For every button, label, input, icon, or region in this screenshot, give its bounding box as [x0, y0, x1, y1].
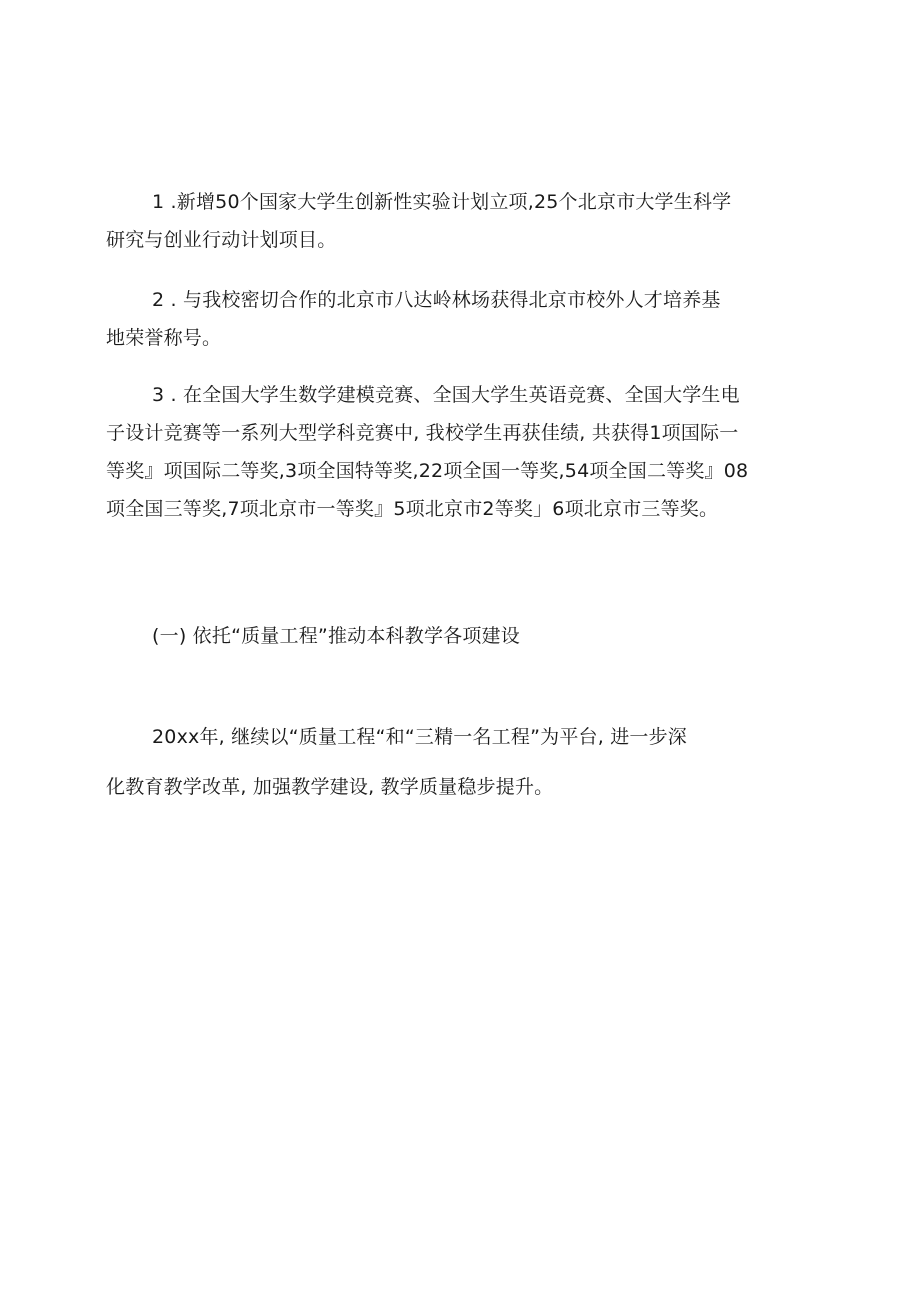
list-item-2	[106, 281, 806, 357]
body-paragraph-line-1: 20xx年, 继续以“质量工程“和“三精一名工程”为平台, 进一步深	[152, 726, 687, 748]
list-item-1-line-2: 研究与创业行动计划项目。	[106, 229, 337, 251]
section-heading	[106, 617, 806, 655]
list-item-2-line-2: 地荣誉称号。	[106, 327, 222, 349]
list-item-3-line-4: 项全国三等奖,7项北京市一等奖』5项北京市2等奖」6项北京市三等奖。	[106, 498, 719, 520]
list-item-3	[106, 376, 806, 528]
list-item-1-line-1: 1 .新增50个国家大学生创新性实验计划立项,25个北京市大学生科学	[152, 191, 732, 213]
body-paragraph-line-2: 化教育教学改革, 加强教学建设, 教学质量稳步提升。	[106, 776, 554, 798]
list-item-1	[106, 183, 806, 259]
list-item-3-line-1: 3 . 在全国大学生数学建模竞赛、全国大学生英语竞赛、全国大学生电	[152, 384, 740, 406]
list-item-2-line-1: 2 . 与我校密切合作的北京市八达岭林场获得北京市校外人才培养基	[152, 289, 721, 311]
body-paragraph	[106, 712, 806, 812]
section-heading-text: (一) 依托“质量工程”推动本科教学各项建设	[152, 625, 520, 647]
list-item-3-line-2: 子设计竞赛等一系列大型学科竞赛中, 我校学生再获佳绩, 共获得1项国际一	[106, 422, 739, 444]
list-item-3-line-3: 等奖』项国际二等奖,3项全国特等奖,22项全国一等奖,54项全国二等奖』08	[106, 460, 749, 482]
